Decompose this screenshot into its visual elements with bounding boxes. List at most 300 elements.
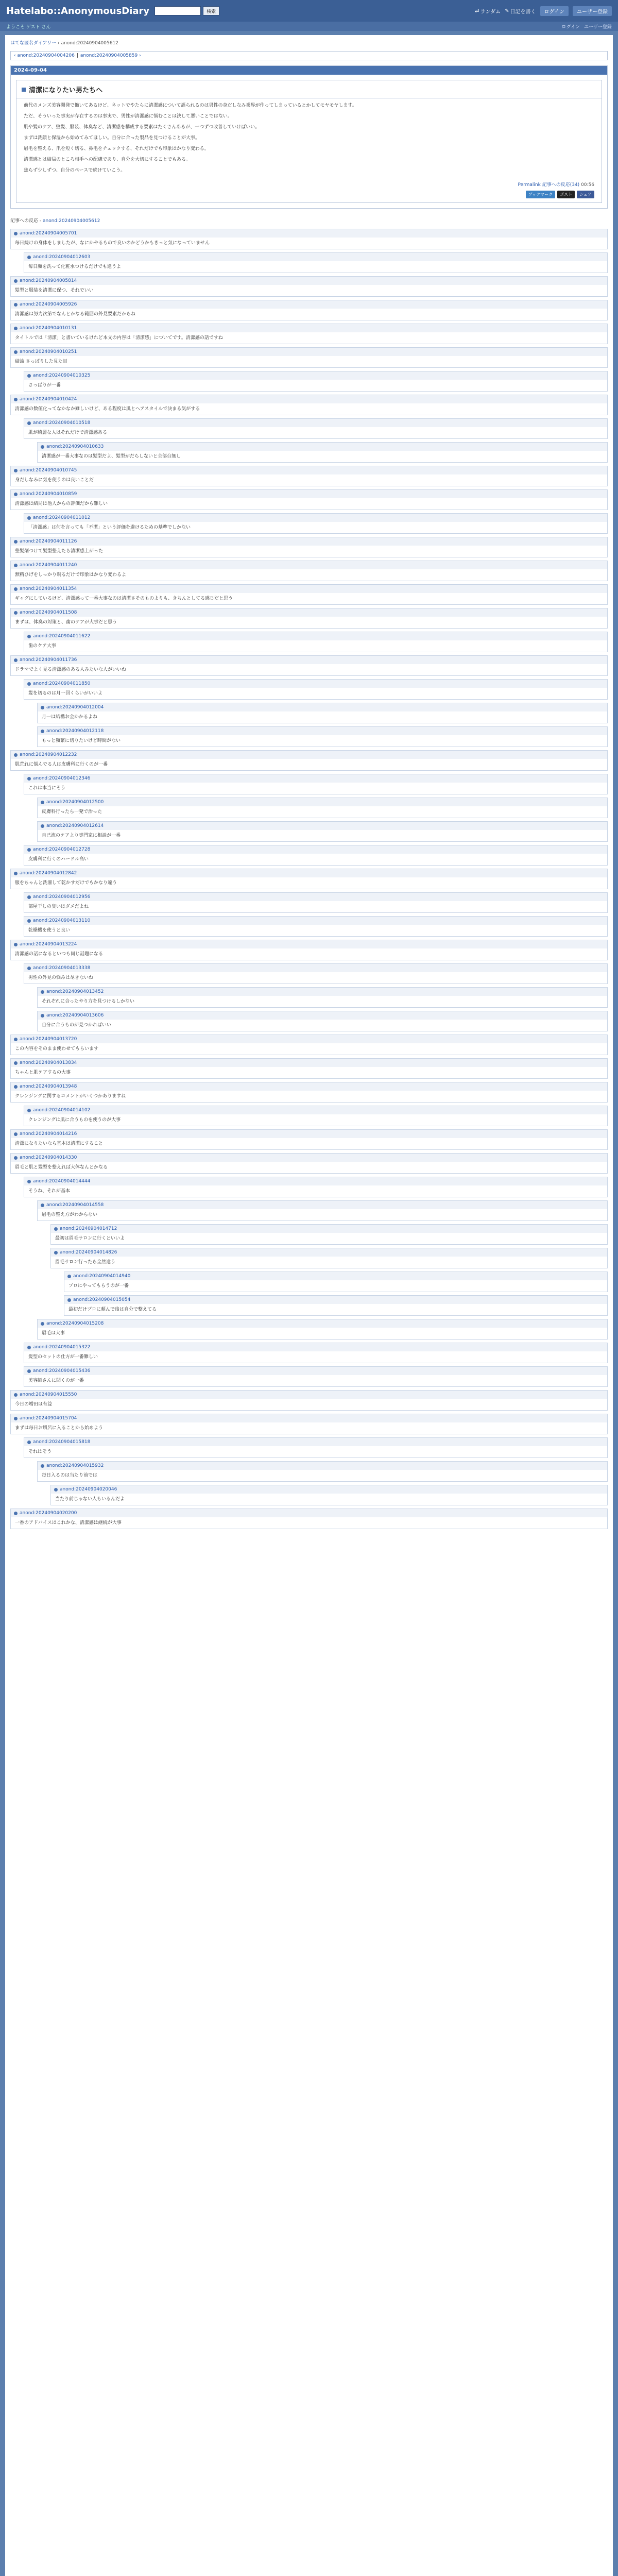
- comment-id-link[interactable]: anond:20240904014330: [20, 1155, 77, 1160]
- comment-bullet-icon: [41, 1204, 44, 1207]
- bookmark-share-button[interactable]: ブックマーク: [526, 191, 555, 198]
- comment-text: さっぱりが一番: [28, 383, 61, 388]
- comment-bullet-icon: [41, 801, 44, 804]
- comment-item: [10, 347, 608, 368]
- comment-text: ちゃんと肌ケアするの大事: [15, 1070, 71, 1075]
- comment-bullet-icon: [27, 421, 31, 425]
- comment-header: [24, 371, 607, 380]
- comment-item: [10, 561, 608, 581]
- comment-header: [38, 822, 607, 830]
- entry: [16, 80, 602, 203]
- welcome-text: ようこそ ゲスト さん: [6, 24, 51, 30]
- comment-id-link[interactable]: anond:20240904011240: [20, 563, 77, 568]
- post-share-button[interactable]: ポスト: [557, 191, 575, 198]
- comment-header: [24, 1106, 607, 1114]
- comment-bullet-icon: [27, 1369, 31, 1373]
- comment-id-link[interactable]: anond:20240904010518: [33, 420, 91, 426]
- comment-header: [38, 1319, 607, 1328]
- entry-date: 2024-09-04: [11, 66, 607, 75]
- comment-item: [37, 703, 608, 723]
- comment-bullet-icon: [27, 1346, 31, 1349]
- comment-header: [24, 253, 607, 261]
- comment-header: [24, 514, 607, 522]
- comment-header: [24, 1343, 607, 1351]
- comment-text: 部屋干しの臭いはダメだよね: [28, 904, 89, 909]
- comment-header: [11, 348, 607, 356]
- comment-bullet-icon: [67, 1298, 71, 1302]
- comment-id-link[interactable]: anond:20240904012603: [33, 255, 91, 260]
- nav-random[interactable]: [475, 7, 501, 15]
- facebook-share-button[interactable]: シェア: [577, 191, 594, 198]
- comment-bullet-icon: [41, 706, 44, 709]
- comment-id-link[interactable]: anond:20240904015436: [33, 1368, 91, 1374]
- comment-text: 服をちゃんと洗濯して乾かすだけでもかなり違う: [15, 880, 117, 886]
- comment-header: [11, 300, 607, 309]
- entry-paragraph: ただ、そういった事実が存在するのは事実で、男性が清潔感に悩むことは決して悪いことではない。: [24, 114, 232, 119]
- sub-bar: [0, 22, 618, 31]
- entry-paragraph: 清潔感とは結局のところ相手への配慮であり、自分を大切にすることでもある。: [24, 157, 191, 162]
- comment-item: [24, 1177, 608, 1197]
- nav-login[interactable]: ログイン: [540, 6, 569, 16]
- comment-item: [10, 608, 608, 629]
- comment-text: 男性の外見の悩みは尽きないね: [28, 975, 94, 980]
- comment-header: [38, 727, 607, 735]
- comment-item: [24, 1106, 608, 1126]
- comment-item: [24, 963, 608, 984]
- comment-id-link[interactable]: anond:20240904010251: [20, 349, 77, 354]
- comment-text: 乾燥機を使うと良い: [28, 928, 71, 933]
- comment-bullet-icon: [14, 469, 18, 472]
- comment-bullet-icon: [27, 682, 31, 686]
- comment-item: [24, 892, 608, 913]
- comment-item: [24, 1437, 608, 1458]
- comment-header: [11, 324, 607, 332]
- comment-bullet-icon: [27, 895, 31, 899]
- comment-text: 眉毛サロン行ったら全然違う: [55, 1260, 116, 1265]
- comment-bullet-icon: [14, 1156, 18, 1160]
- comment-item: [10, 276, 608, 297]
- comment-text: クレンジングに関するコメントがいくつかありますね: [15, 1094, 126, 1099]
- comment-text: 美容師さんに聞くのが一番: [28, 1378, 84, 1383]
- entry-body: [16, 102, 602, 175]
- comment-bullet-icon: [27, 848, 31, 852]
- share-buttons: [16, 191, 602, 202]
- comment-id-link[interactable]: anond:20240904015704: [20, 1416, 77, 1421]
- comment-bullet-icon: [14, 398, 18, 401]
- comment-text: 毎日入るのは当たり前では: [42, 1473, 98, 1478]
- comment-id-link[interactable]: anond:20240904020200: [20, 1511, 77, 1516]
- comment-header: [38, 988, 607, 996]
- comment-bullet-icon: [14, 350, 18, 354]
- comment-text: 清潔感の数値化ってなかなか難しいけど、ある程度は肌とヘアスタイルで決まる気がする: [15, 406, 200, 412]
- comment-id-link[interactable]: anond:20240904014102: [33, 1108, 91, 1113]
- prev-entry-link[interactable]: ‹ anond:20240904004206: [14, 53, 75, 58]
- comment-item: [10, 869, 608, 889]
- comment-id-link[interactable]: anond:20240904010633: [46, 444, 104, 449]
- comment-bullet-icon: [27, 1440, 31, 1444]
- comment-text: 月一は結構お金かかるよね: [42, 715, 98, 720]
- entry-title: [16, 80, 602, 99]
- comment-text: ギャグにしているけど、清潔感って一番大事なのは清潔さそのものよりも、きちんとしてる感じだと思う: [15, 596, 233, 601]
- trackback-label: 記事への反応 -: [10, 218, 42, 224]
- comment-item: [37, 821, 608, 842]
- comment-bullet-icon: [14, 1417, 18, 1420]
- entry-title-link[interactable]: 清潔になりたい男たちへ: [29, 87, 103, 94]
- comment-text: 一番のアドバイスはこれかな、清潔感は継続が大事: [15, 1520, 122, 1526]
- comment-item: [10, 300, 608, 320]
- comment-bullet-icon: [14, 1132, 18, 1136]
- comment-item: [24, 513, 608, 534]
- search-button[interactable]: 検索: [203, 6, 219, 15]
- comment-item: [10, 1129, 608, 1150]
- comment-header: [11, 751, 607, 759]
- comment-bullet-icon: [14, 1393, 18, 1397]
- trackback-header: [10, 217, 608, 224]
- comment-item: [37, 1461, 608, 1482]
- comment-id-link[interactable]: anond:20240904011736: [20, 657, 77, 663]
- comment-bullet-icon: [27, 635, 31, 638]
- comment-item: [24, 774, 608, 794]
- breadcrumb-separator: ›: [58, 41, 60, 46]
- comment-header: [11, 869, 607, 877]
- comment-id-link[interactable]: anond:20240904011508: [20, 610, 77, 615]
- comment-bullet-icon: [27, 1180, 31, 1183]
- comment-header: [11, 1035, 607, 1043]
- comment-id-link[interactable]: anond:20240904012500: [46, 800, 104, 805]
- comment-bullet-icon: [14, 611, 18, 615]
- comment-id-link[interactable]: anond:20240904011012: [33, 515, 91, 520]
- comment-text: この内容をそのまま使わせてもらいます: [15, 1046, 99, 1052]
- comment-item: [37, 1011, 608, 1031]
- comment-bullet-icon: [14, 564, 18, 567]
- comment-text: 最初は眉毛サロンに行くといいよ: [55, 1236, 125, 1241]
- comment-text: 今日の増田は有益: [15, 1402, 53, 1407]
- comment-header: [11, 1082, 607, 1091]
- comment-id-link[interactable]: anond:20240904012004: [46, 705, 104, 710]
- nav-write-label: 日記を書く: [510, 9, 536, 15]
- sub-login-link[interactable]: ログイン: [561, 24, 580, 30]
- breadcrumb: [10, 39, 608, 46]
- breadcrumb-root[interactable]: はてな匿名ダイアリー: [10, 41, 57, 46]
- comment-header: [11, 1391, 607, 1399]
- comment-id-link[interactable]: anond:20240904011622: [33, 634, 91, 639]
- comment-header: [24, 845, 607, 854]
- comment-id-link[interactable]: anond:20240904012118: [46, 728, 104, 734]
- comment-bullet-icon: [14, 493, 18, 496]
- comment-id-link[interactable]: anond:20240904010745: [20, 468, 77, 473]
- comment-text: そうね、それが基本: [28, 1189, 71, 1194]
- nav-write[interactable]: [505, 7, 536, 15]
- comment-item: [10, 537, 608, 557]
- comment-id-link[interactable]: anond:20240904013452: [46, 989, 104, 994]
- comment-text: 清潔になりたいなら基本は清潔にすること: [15, 1141, 104, 1146]
- comment-bullet-icon: [14, 943, 18, 946]
- comment-bullet-icon: [41, 445, 44, 449]
- comment-header: [38, 798, 607, 806]
- pencil-icon: ✎: [505, 8, 509, 14]
- comment-text: これは本当にそう: [28, 786, 66, 791]
- comment-text: 肌荒れに悩んでる人は皮膚科に行くのが一番: [15, 762, 108, 767]
- comment-header: [51, 1248, 607, 1257]
- comment-header: [24, 893, 607, 901]
- comment-header: [11, 940, 607, 948]
- breadcrumb-current: anond:20240904005612: [61, 41, 118, 46]
- comment-bullet-icon: [14, 753, 18, 757]
- comment-id-link[interactable]: anond:20240904015818: [33, 1439, 91, 1445]
- comment-item: [24, 418, 608, 439]
- comment-text: 歯のケア大事: [28, 643, 57, 649]
- trackback-link[interactable]: anond:20240904005612: [42, 218, 100, 224]
- site-logo[interactable]: Hatelabo::AnonymousDiary: [6, 5, 150, 16]
- comment-text: まずは、体臭の対策と、歯のケアが大事だと思う: [15, 620, 117, 625]
- title-square-icon: [22, 88, 26, 92]
- comment-id-link[interactable]: anond:20240904013834: [20, 1060, 77, 1065]
- comment-id-link[interactable]: anond:20240904015054: [73, 1297, 131, 1302]
- comment-id-link[interactable]: anond:20240904014940: [73, 1274, 131, 1279]
- comment-id-link[interactable]: anond:20240904013110: [33, 918, 91, 923]
- comment-id-link[interactable]: anond:20240904014826: [60, 1250, 117, 1255]
- comment-header: [11, 537, 607, 546]
- comment-item: [10, 584, 608, 605]
- comment-item: [10, 395, 608, 415]
- comment-item: [10, 229, 608, 249]
- comment-header: [51, 1485, 607, 1494]
- comment-item: [10, 489, 608, 510]
- comment-bullet-icon: [14, 232, 18, 235]
- comment-bullet-icon: [41, 1464, 44, 1468]
- comment-header: [64, 1296, 607, 1304]
- comment-text: 眉毛と肌と髪型を整えれば大体なんとかなる: [15, 1165, 108, 1170]
- comment-text: 清潔感は努力次第でなんとかなる範囲の外見要素だからね: [15, 312, 136, 317]
- comment-item: [37, 1200, 608, 1221]
- comment-id-link[interactable]: anond:20240904012728: [33, 847, 91, 852]
- comment-id-link[interactable]: anond:20240904014216: [20, 1131, 77, 1137]
- comment-id-link[interactable]: anond:20240904010424: [20, 397, 77, 402]
- nav-register[interactable]: ユーザー登録: [573, 6, 612, 16]
- comment-id-link[interactable]: anond:20240904015932: [46, 1463, 104, 1468]
- comment-header: [38, 1201, 607, 1209]
- comment-bullet-icon: [27, 256, 31, 259]
- comment-bullet-icon: [14, 279, 18, 283]
- comment-item: [50, 1224, 608, 1245]
- comment-text: 髪型のセットの仕方が一番難しい: [28, 1354, 98, 1360]
- comment-id-link[interactable]: anond:20240904005701: [20, 231, 77, 236]
- comment-text: まずは毎日お風呂に入ることから始めよう: [15, 1426, 104, 1431]
- comment-id-link[interactable]: anond:20240904014558: [46, 1202, 104, 1208]
- comment-text: 清潔感は結局は他人からの評価だから難しい: [15, 501, 108, 506]
- comment-header: [38, 443, 607, 451]
- comment-item: [10, 1058, 608, 1079]
- search-form: [154, 6, 219, 15]
- comment-id-link[interactable]: anond:20240904012956: [33, 894, 91, 900]
- comment-header: [11, 466, 607, 474]
- comment-item: [37, 1319, 608, 1340]
- comment-bullet-icon: [27, 777, 31, 781]
- comment-item: [24, 632, 608, 652]
- comment-header: [11, 585, 607, 593]
- permalink[interactable]: Permalink: [518, 182, 541, 188]
- comment-bullet-icon: [41, 824, 44, 828]
- comment-id-link[interactable]: anond:20240904014712: [60, 1226, 117, 1231]
- comment-header: [24, 1177, 607, 1185]
- comment-id-link[interactable]: anond:20240904015322: [33, 1345, 91, 1350]
- comment-header: [24, 680, 607, 688]
- main-content: [5, 35, 613, 2576]
- comment-item: [10, 1414, 608, 1434]
- comment-text: クレンジングは肌に合うものを使うのが大事: [28, 1117, 121, 1123]
- comment-bullet-icon: [54, 1227, 58, 1231]
- comment-text: 整髪剤つけて髪型整えたら清潔感上がった: [15, 549, 104, 554]
- comment-text: 自分に合うものが見つかればいい: [42, 1023, 112, 1028]
- comment-text: 肌が綺麗な人はそれだけで清潔感ある: [28, 430, 108, 435]
- comment-item: [37, 442, 608, 463]
- comment-header: [11, 561, 607, 569]
- comment-header: [24, 632, 607, 640]
- comment-item: [64, 1295, 608, 1316]
- comment-header: [11, 395, 607, 403]
- comment-id-link[interactable]: anond:20240904012232: [20, 752, 77, 757]
- comment-text: 最初だけプロに頼んで後は自分で整えてる: [68, 1307, 157, 1312]
- sub-bar-links: [561, 23, 612, 30]
- comment-text: もっと頻繁に切りたいけど時間がない: [42, 738, 121, 743]
- comment-text: 毎日続けの身体をしましたが、なにかやるもので良いのかどうかもきっと気になっていません: [15, 241, 210, 246]
- comment-id-link[interactable]: anond:20240904014444: [33, 1179, 91, 1184]
- comment-text: タイトルでは「清潔」と書いているけれど本文の内容は「清潔感」についてです。清潔感の話ですね: [15, 335, 223, 341]
- comment-bullet-icon: [14, 658, 18, 662]
- comment-bullet-icon: [54, 1488, 58, 1492]
- comment-bullet-icon: [27, 1109, 31, 1112]
- comment-id-link[interactable]: anond:20240904005814: [20, 278, 77, 283]
- sub-register-link[interactable]: ユーザー登録: [583, 24, 612, 30]
- comment-header: [11, 608, 607, 617]
- comment-text: それぞれに合ったやり方を見つけるしかない: [42, 999, 135, 1004]
- comment-id-link[interactable]: anond:20240904015208: [46, 1321, 104, 1326]
- comment-id-link[interactable]: anond:20240904015550: [20, 1392, 77, 1397]
- comment-id-link[interactable]: anond:20240904011850: [33, 681, 91, 686]
- comment-id-link[interactable]: anond:20240904011126: [20, 539, 77, 544]
- comment-item: [10, 466, 608, 486]
- comment-item: [10, 1390, 608, 1411]
- comment-text: 結論 さっぱりした見た目: [15, 359, 67, 364]
- comment-bullet-icon: [14, 1061, 18, 1065]
- comment-id-link[interactable]: anond:20240904010859: [20, 492, 77, 497]
- comment-bullet-icon: [14, 303, 18, 307]
- comment-text: プロにやってもらうのが一番: [68, 1283, 129, 1289]
- comment-text: それはそう: [28, 1449, 52, 1454]
- comment-header: [11, 1509, 607, 1517]
- comment-item: [64, 1272, 608, 1292]
- comment-item: [10, 655, 608, 676]
- comment-id-link[interactable]: anond:20240904012614: [46, 823, 104, 828]
- entry-footer: [16, 178, 602, 191]
- comment-item: [37, 798, 608, 818]
- comment-id-link[interactable]: anond:20240904013606: [46, 1013, 104, 1018]
- comment-item: [10, 324, 608, 344]
- comment-item: [10, 1509, 608, 1529]
- comment-text: 「清潔感」は何を言っても「不潔」という評価を避けるための基準でしかない: [28, 525, 191, 530]
- comment-text: 髪型と服装を清潔に保つ、それでいい: [15, 288, 94, 293]
- comment-header: [24, 964, 607, 972]
- comment-header: [11, 277, 607, 285]
- comment-text: 身だしなみに気を使うのは良いことだ: [15, 478, 94, 483]
- comment-text: 皮膚科に行くのハードル高い: [28, 857, 89, 862]
- comment-id-link[interactable]: anond:20240904020046: [60, 1487, 117, 1492]
- comment-item: [10, 1035, 608, 1055]
- comment-text: 毎日顔を洗って化粧水つけるだけでも違うよ: [28, 264, 122, 269]
- comment-bullet-icon: [14, 1512, 18, 1515]
- comment-header: [64, 1272, 607, 1280]
- comment-text: 当たり前じゃない人もいるんだよ: [55, 1497, 125, 1502]
- comment-id-link[interactable]: anond:20240904013338: [33, 965, 91, 971]
- nav-random-label: ランダム: [480, 9, 501, 15]
- comment-id-link[interactable]: anond:20240904012842: [20, 871, 77, 876]
- comment-list: [10, 229, 608, 1529]
- comment-header: [24, 1367, 607, 1375]
- entry-paragraph: 眉毛を整える、爪を短く切る、鼻毛をチェックする、それだけでも印象はかなり変わる。: [24, 146, 209, 151]
- comment-id-link[interactable]: anond:20240904010325: [33, 373, 91, 378]
- comment-bullet-icon: [14, 1038, 18, 1041]
- comment-id-link[interactable]: anond:20240904013224: [20, 942, 77, 947]
- responses-link[interactable]: 記事への反応(34): [542, 182, 580, 188]
- entry-time: 00:56: [581, 182, 594, 188]
- comment-header: [38, 1462, 607, 1470]
- comment-text: 自己流のケアより専門家に相談が一番: [42, 833, 121, 838]
- comment-bullet-icon: [41, 1014, 44, 1018]
- comment-id-link[interactable]: anond:20240904012346: [33, 776, 91, 781]
- comment-text: ドラマでよく見る清潔感のある人みたいな人がいいね: [15, 667, 127, 672]
- comment-id-link[interactable]: anond:20240904013948: [20, 1084, 77, 1089]
- comment-header: [11, 656, 607, 664]
- comment-bullet-icon: [14, 540, 18, 544]
- top-bar: [0, 0, 618, 22]
- comment-bullet-icon: [41, 730, 44, 733]
- entry-paragraph: 肌や髪のケア、整髪、服装、体臭など、清潔感を構成する要素はたくさんあるが、一つずつ改善していけばいい。: [24, 125, 260, 130]
- comment-header: [11, 229, 607, 238]
- comment-bullet-icon: [41, 1322, 44, 1326]
- comment-bullet-icon: [14, 327, 18, 330]
- comment-item: [37, 726, 608, 747]
- comment-header: [38, 703, 607, 711]
- comment-bullet-icon: [14, 587, 18, 591]
- comment-header: [11, 1414, 607, 1422]
- comment-bullet-icon: [27, 919, 31, 923]
- next-entry-link[interactable]: anond:20240904005859 ›: [80, 53, 141, 58]
- comment-header: [24, 774, 607, 783]
- entry-paragraph: まずは洗顔と保湿から始めてみてほしい。自分に合った製品を見つけることが大事。: [24, 135, 200, 141]
- comment-text: 眉毛の整え方がわからない: [42, 1212, 98, 1217]
- comment-item: [24, 371, 608, 392]
- search-input[interactable]: [154, 6, 201, 15]
- comment-id-link[interactable]: anond:20240904005926: [20, 302, 77, 307]
- comment-bullet-icon: [27, 374, 31, 378]
- comment-item: [50, 1485, 608, 1505]
- comment-text: 無精ひげをしっかり剃るだけで印象はかなり変わるよ: [15, 572, 127, 578]
- comment-item: [10, 940, 608, 960]
- comment-text: 清潔感の話になるといつも同じ話題になる: [15, 952, 104, 957]
- comment-text: 皮膚科行ったら一発で治った: [42, 809, 102, 815]
- comment-header: [24, 917, 607, 925]
- comment-id-link[interactable]: anond:20240904013720: [20, 1037, 77, 1042]
- comment-header: [11, 1154, 607, 1162]
- comment-item: [37, 987, 608, 1008]
- comment-header: [11, 1059, 607, 1067]
- comment-id-link[interactable]: anond:20240904010131: [20, 326, 77, 331]
- shuffle-icon: ⇄: [475, 8, 479, 14]
- comment-item: [50, 1248, 608, 1268]
- comment-header: [38, 1011, 607, 1020]
- comment-id-link[interactable]: anond:20240904011354: [20, 586, 77, 591]
- comment-bullet-icon: [41, 990, 44, 994]
